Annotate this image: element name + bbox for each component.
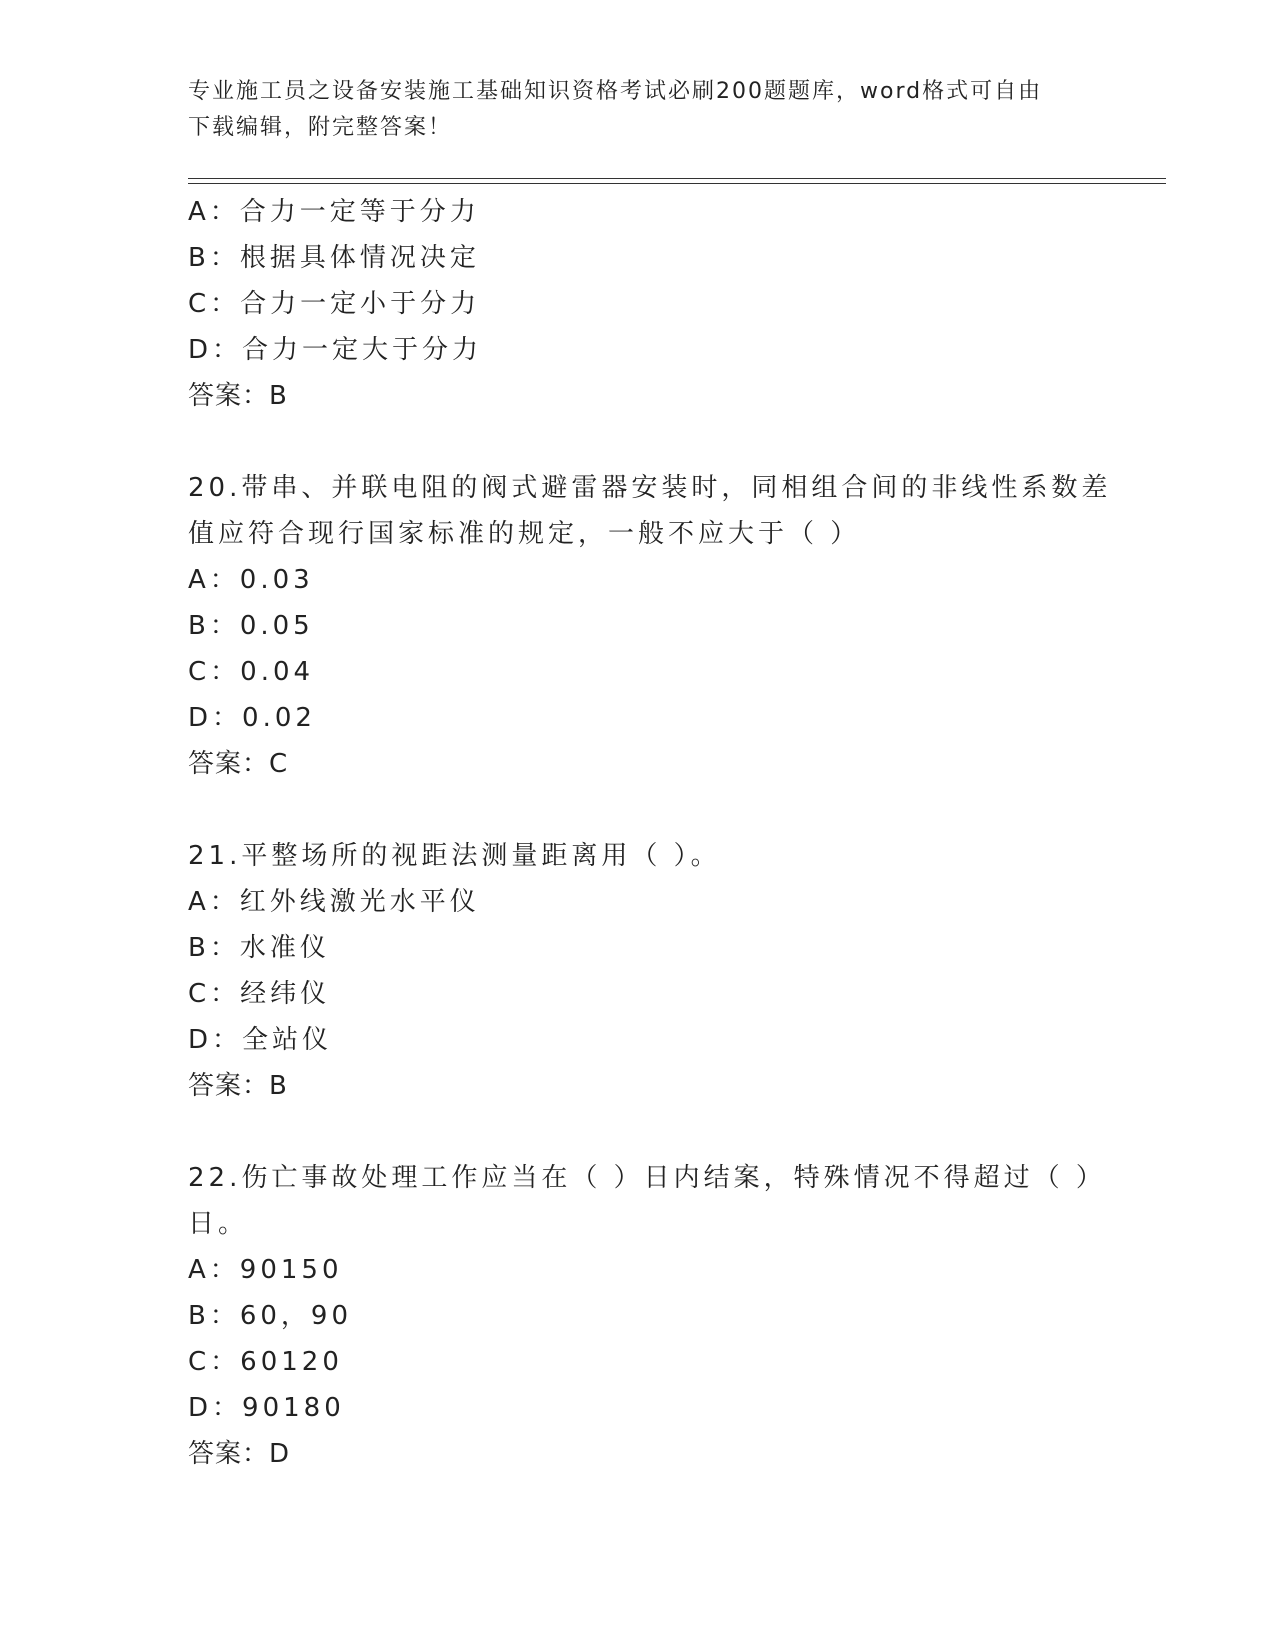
question-20 <box>188 465 1112 787</box>
answer: 答案：D <box>188 1439 291 1469</box>
spacer <box>188 787 1088 833</box>
header-divider-bottom <box>188 183 1166 184</box>
option-c: C：合力一定小于分力 <box>188 289 481 319</box>
question-list <box>188 189 1112 1477</box>
option-d: D：全站仪 <box>188 1025 333 1055</box>
question-22 <box>188 1155 1106 1477</box>
option-a: A：90150 <box>188 1255 343 1285</box>
option-c: C：0.04 <box>188 657 315 687</box>
answer: 答案：C <box>188 749 289 779</box>
header-divider-top <box>188 178 1166 179</box>
header-line-1: 专业施工员之设备安装施工基础知识资格考试必刷200题题库，word格式可自由 <box>188 79 1043 104</box>
option-d: D：合力一定大于分力 <box>188 335 483 365</box>
option-b: B：60，90 <box>188 1301 353 1331</box>
option-d: D：90180 <box>188 1393 345 1423</box>
option-b: B：水准仪 <box>188 933 330 963</box>
question-19 <box>188 189 1088 419</box>
answer: 答案：B <box>188 381 288 411</box>
question-21 <box>188 833 1088 1109</box>
option-c: C：60120 <box>188 1347 343 1377</box>
option-a: A：0.03 <box>188 565 314 595</box>
spacer <box>188 1109 1088 1155</box>
question-stem: 22.伤亡事故处理工作应当在（ ）日内结案，特殊情况不得超过（ ） <box>188 1163 1106 1193</box>
option-b: B：0.05 <box>188 611 314 641</box>
option-d: D：0.02 <box>188 703 316 733</box>
option-a: A：红外线激光水平仪 <box>188 887 480 917</box>
option-a: A：合力一定等于分力 <box>188 197 480 227</box>
question-stem-continued: 值应符合现行国家标准的规定，一般不应大于（ ） <box>188 519 861 549</box>
option-b: B：根据具体情况决定 <box>188 243 480 273</box>
spacer <box>188 419 1088 465</box>
document-header <box>188 74 1088 146</box>
question-stem: 20.带串、并联电阻的阀式避雷器安装时，同相组合间的非线性系数差 <box>188 473 1112 503</box>
option-c: C：经纬仪 <box>188 979 331 1009</box>
header-line-2: 下载编辑，附完整答案！ <box>188 115 453 140</box>
question-stem: 21.平整场所的视距法测量距离用（ ）。 <box>188 841 721 871</box>
answer: 答案：B <box>188 1071 288 1101</box>
question-stem-continued: 日。 <box>188 1209 249 1239</box>
